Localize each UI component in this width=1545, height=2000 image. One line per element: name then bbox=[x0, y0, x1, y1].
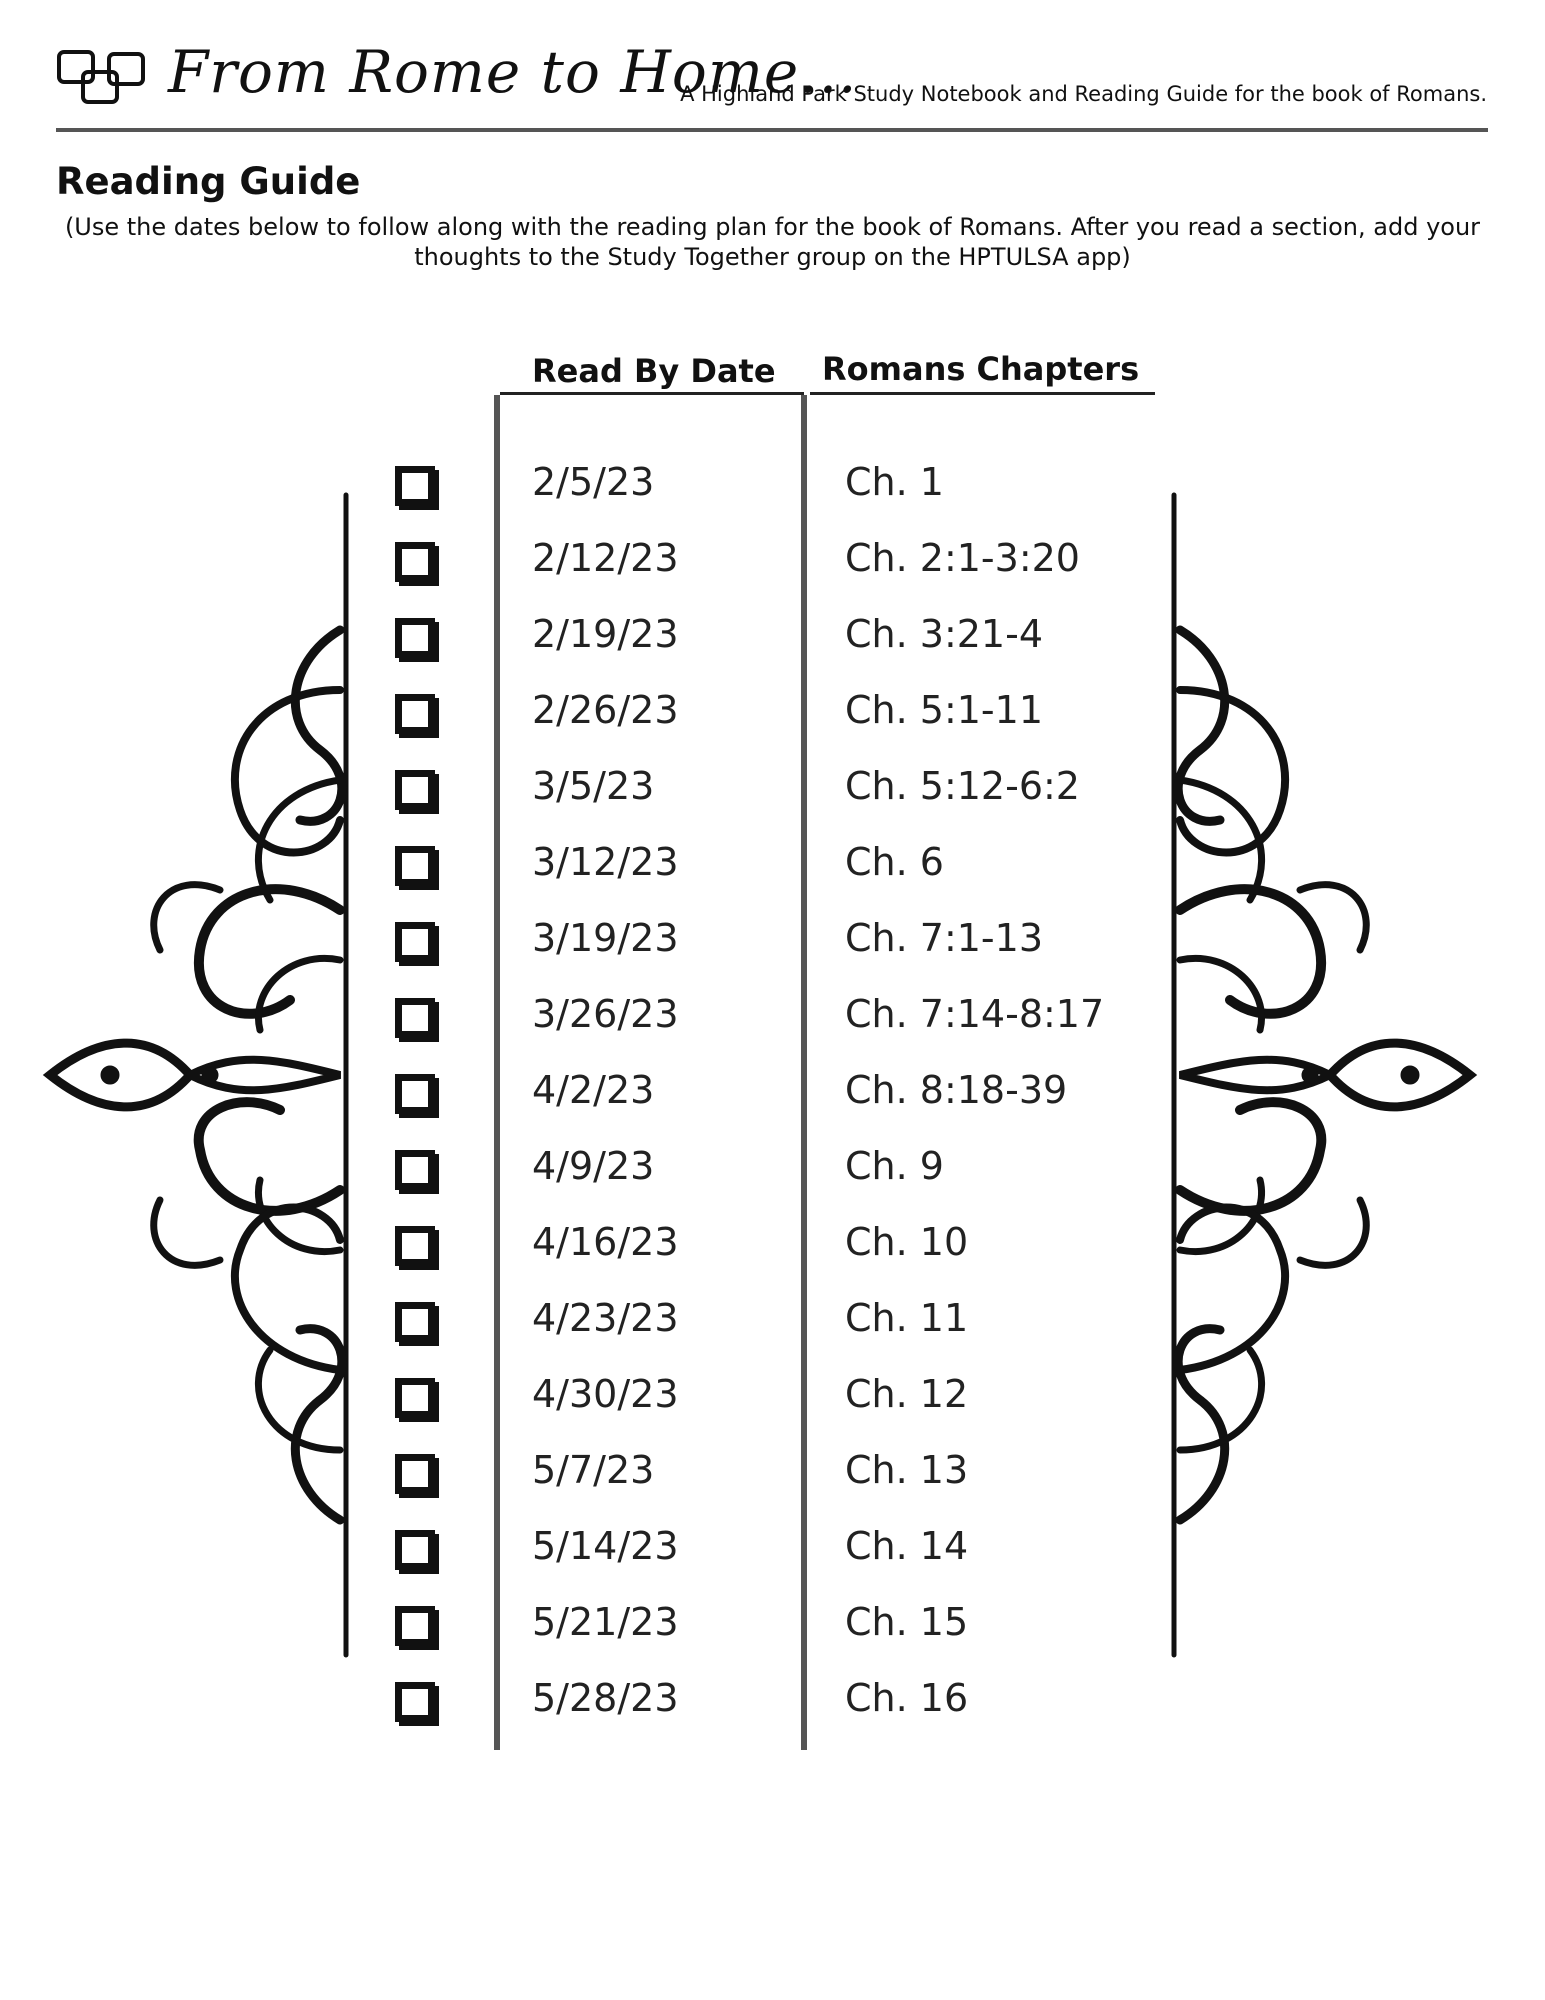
date-header-underline bbox=[500, 392, 804, 395]
row-chapter: Ch. 2:1-3:20 bbox=[845, 536, 1080, 580]
brand-title: From Rome to Home... bbox=[168, 38, 858, 106]
row-date: 5/7/23 bbox=[532, 1448, 655, 1492]
instructions: (Use the dates below to follow along with the reading plan for the book of Romans. After you read a section, add your thoughts to the Study Together group on the HPTULSA app) bbox=[64, 213, 1481, 271]
row-date: 4/30/23 bbox=[532, 1372, 679, 1416]
checkbox-icon[interactable] bbox=[395, 694, 435, 734]
checkbox-icon[interactable] bbox=[395, 1302, 435, 1342]
checkbox-icon[interactable] bbox=[395, 922, 435, 962]
row-chapter: Ch. 7:14-8:17 bbox=[845, 992, 1105, 1036]
row-date: 4/2/23 bbox=[532, 1068, 655, 1112]
row-chapter: Ch. 11 bbox=[845, 1296, 969, 1340]
checkbox-icon[interactable] bbox=[395, 1226, 435, 1266]
row-date: 4/23/23 bbox=[532, 1296, 679, 1340]
row-chapter: Ch. 10 bbox=[845, 1220, 969, 1264]
row-chapter: Ch. 13 bbox=[845, 1448, 969, 1492]
checkbox-icon[interactable] bbox=[395, 846, 435, 886]
table-row bbox=[0, 902, 1545, 978]
row-chapter: Ch. 8:18-39 bbox=[845, 1068, 1068, 1112]
table-row bbox=[0, 1586, 1545, 1662]
table-row bbox=[0, 1054, 1545, 1130]
row-date: 2/5/23 bbox=[532, 460, 655, 504]
romans-chapters-header: Romans Chapters bbox=[822, 350, 1140, 388]
table-row bbox=[0, 1130, 1545, 1206]
table-row bbox=[0, 826, 1545, 902]
interlocking-squares-logo-icon bbox=[56, 48, 148, 112]
table-row bbox=[0, 1358, 1545, 1434]
row-chapter: Ch. 1 bbox=[845, 460, 944, 504]
row-chapter: Ch. 7:1-13 bbox=[845, 916, 1043, 960]
row-date: 5/28/23 bbox=[532, 1676, 679, 1720]
row-date: 3/26/23 bbox=[532, 992, 679, 1036]
row-chapter: Ch. 15 bbox=[845, 1600, 969, 1644]
table-row bbox=[0, 1662, 1545, 1738]
checkbox-icon[interactable] bbox=[395, 1074, 435, 1114]
checkbox-icon[interactable] bbox=[395, 1150, 435, 1190]
checkbox-icon[interactable] bbox=[395, 1454, 435, 1494]
row-date: 3/19/23 bbox=[532, 916, 679, 960]
row-date: 4/16/23 bbox=[532, 1220, 679, 1264]
row-chapter: Ch. 9 bbox=[845, 1144, 944, 1188]
row-date: 4/9/23 bbox=[532, 1144, 655, 1188]
row-date: 3/12/23 bbox=[532, 840, 679, 884]
checkbox-icon[interactable] bbox=[395, 1378, 435, 1418]
checkbox-icon[interactable] bbox=[395, 466, 435, 506]
row-date: 2/12/23 bbox=[532, 536, 679, 580]
checkbox-icon[interactable] bbox=[395, 1530, 435, 1570]
row-chapter: Ch. 5:1-11 bbox=[845, 688, 1043, 732]
row-date: 5/21/23 bbox=[532, 1600, 679, 1644]
table-row bbox=[0, 446, 1545, 522]
chapter-header-underline bbox=[810, 392, 1155, 395]
row-date: 5/14/23 bbox=[532, 1524, 679, 1568]
read-by-date-header: Read By Date bbox=[532, 352, 776, 390]
table-row bbox=[0, 1434, 1545, 1510]
tagline: A Highland Park Study Notebook and Reading Guide for the book of Romans. bbox=[680, 82, 1487, 106]
table-row bbox=[0, 750, 1545, 826]
checkbox-icon[interactable] bbox=[395, 1606, 435, 1646]
row-chapter: Ch. 6 bbox=[845, 840, 944, 884]
table-row bbox=[0, 522, 1545, 598]
table-row bbox=[0, 978, 1545, 1054]
header-rule bbox=[56, 128, 1488, 132]
table-row bbox=[0, 1282, 1545, 1358]
row-chapter: Ch. 12 bbox=[845, 1372, 969, 1416]
row-chapter: Ch. 14 bbox=[845, 1524, 969, 1568]
row-chapter: Ch. 3:21-4 bbox=[845, 612, 1043, 656]
checkbox-icon[interactable] bbox=[395, 998, 435, 1038]
checkbox-icon[interactable] bbox=[395, 1682, 435, 1722]
table-row bbox=[0, 598, 1545, 674]
row-date: 2/19/23 bbox=[532, 612, 679, 656]
table-row bbox=[0, 1206, 1545, 1282]
row-date: 3/5/23 bbox=[532, 764, 655, 808]
row-date: 2/26/23 bbox=[532, 688, 679, 732]
page-title: Reading Guide bbox=[56, 160, 361, 203]
checkbox-icon[interactable] bbox=[395, 618, 435, 658]
table-row bbox=[0, 674, 1545, 750]
row-chapter: Ch. 5:12-6:2 bbox=[845, 764, 1080, 808]
table-row bbox=[0, 1510, 1545, 1586]
checkbox-icon[interactable] bbox=[395, 770, 435, 810]
row-chapter: Ch. 16 bbox=[845, 1676, 969, 1720]
checkbox-icon[interactable] bbox=[395, 542, 435, 582]
